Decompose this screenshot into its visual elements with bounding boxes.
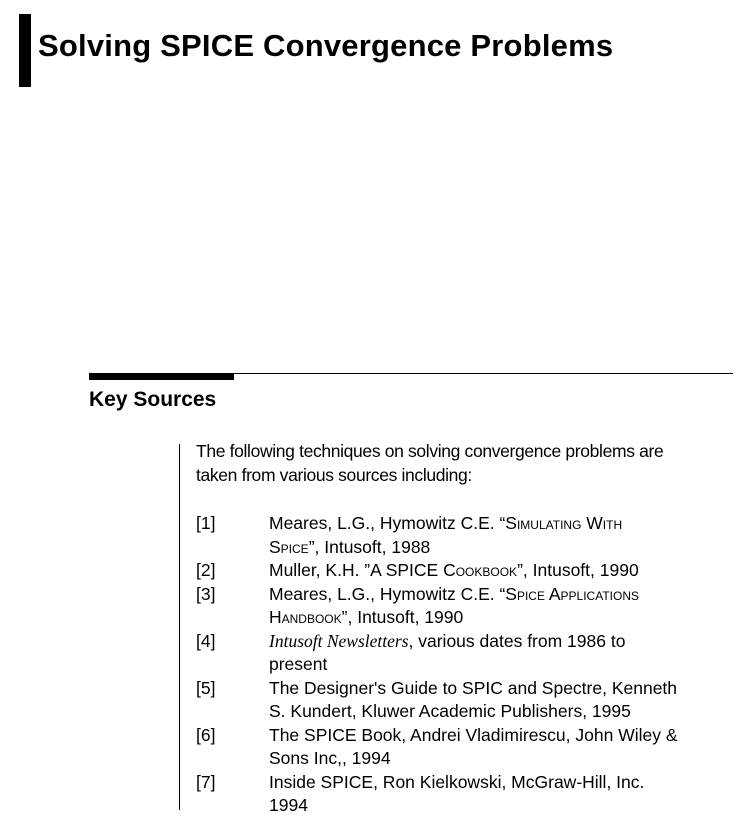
- reference-text: Meares, L.G., Hymowitz C.E. “: [269, 513, 506, 533]
- margin-rule: [179, 444, 180, 810]
- reference-text: 1994: [269, 795, 308, 815]
- reference-title: Handbook: [269, 607, 342, 627]
- reference-item-3: [196, 583, 741, 630]
- reference-item-6: [196, 724, 741, 771]
- reference-number: [7]: [196, 771, 216, 792]
- reference-text: Meares, L.G., Hymowitz C.E. “: [269, 583, 506, 604]
- reference-text: S. Kundert, Kluwer Academic Publishers, 1995: [269, 701, 631, 721]
- page-title: Solving SPICE Convergence Problems: [38, 28, 614, 63]
- reference-text: ”, Intusoft, 1988: [308, 536, 431, 557]
- intro-paragraph: [196, 440, 741, 487]
- reference-text: present: [269, 654, 328, 674]
- reference-number: [3]: [196, 583, 216, 604]
- reference-text: Inside SPICE, Ron Kielkowski, McGraw-Hill, Inc.: [269, 771, 645, 792]
- section-rule-accent: [89, 373, 234, 380]
- reference-text: The SPICE Book, Andrei Vladimirescu, John Wiley &: [269, 724, 678, 745]
- reference-title: Spice Applications: [505, 583, 640, 604]
- reference-text: Muller, K.H. ”A SPICE: [269, 560, 444, 580]
- reference-number: [4]: [196, 630, 216, 651]
- reference-item-4: [196, 630, 741, 677]
- reference-item-5: [196, 677, 741, 724]
- reference-title: Cookbook: [443, 560, 518, 580]
- reference-title: Intusoft Newsletters: [269, 630, 409, 651]
- reference-text: The Designer's Guide to SPIC and Spectre, Kenneth: [269, 677, 678, 698]
- section-heading: Key Sources: [89, 388, 217, 411]
- reference-text: Sons Inc,, 1994: [269, 748, 391, 768]
- title-bar-decoration: [19, 14, 31, 87]
- reference-text: , various dates from 1986 to: [408, 630, 626, 651]
- reference-number: [5]: [196, 677, 216, 698]
- intro-line-2: taken from various sources including:: [196, 464, 472, 485]
- reference-text: ”, Intusoft, 1990: [341, 607, 464, 627]
- reference-item-2: [196, 559, 741, 583]
- reference-item-1: [196, 512, 741, 559]
- reference-text: ”, Intusoft, 1990: [517, 560, 639, 580]
- intro-line-1: The following techniques on solving convergence problems are: [196, 441, 664, 461]
- reference-title: Simulating With: [505, 513, 623, 533]
- reference-item-7: [196, 771, 741, 818]
- reference-title: Spice: [269, 536, 309, 557]
- reference-number: [6]: [196, 724, 216, 745]
- reference-number: [1]: [196, 513, 216, 533]
- reference-number: [2]: [196, 560, 216, 580]
- reference-list: [196, 512, 741, 818]
